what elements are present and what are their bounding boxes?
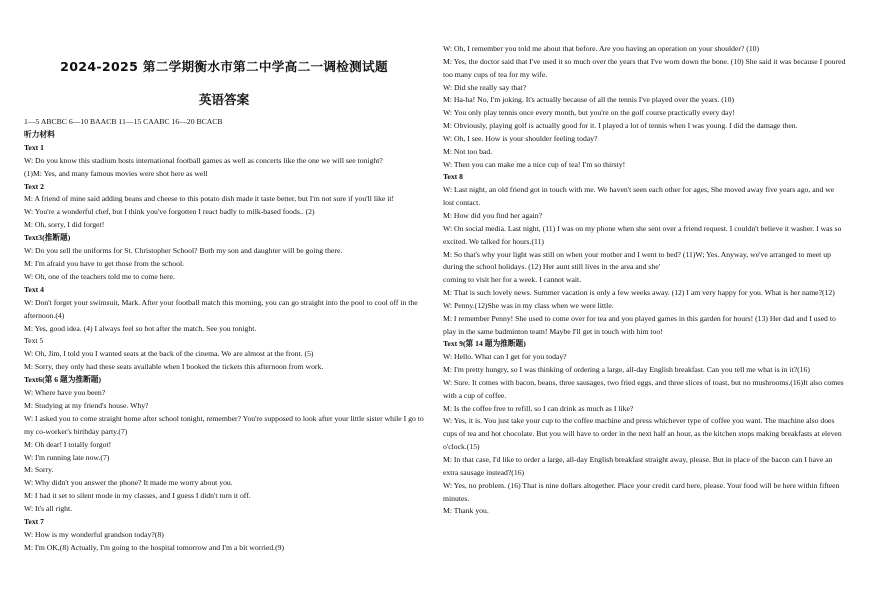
transcript-line: W: Penny.(12)She was in my class when we were little. <box>443 300 614 310</box>
transcript-line: M: Oh dear! I totally forgot! <box>24 439 112 449</box>
section-heading: Text 1 <box>24 142 45 152</box>
transcript-line: W: Do you know this stadium hosts international football games as well as concerts like the one we will see tonight? <box>24 155 383 165</box>
transcript-line: M: Not too bad. <box>443 146 493 156</box>
transcript-line: M: Yes, the doctor said that I've used it so much over the years that I've worn down the bone. (10) She said it was because I poured too many cups of tea for my wife. <box>443 56 846 79</box>
section-heading: Text 8 <box>443 172 464 182</box>
transcript-line: W: Don't forget your swimsuit, Mark. After your football match this morning, you can go straight into the pool to cool off in the afternoon.(4) <box>24 297 418 320</box>
transcript-line: W: You only play tennis once every month, but you're on the golf course practically every day! <box>443 108 735 118</box>
transcript-line: M: A friend of mine said adding beans and cheese to this potato dish made it taste better, but I'm not sure if you'll like it! <box>24 194 395 204</box>
section-heading: Text 7 <box>24 517 45 527</box>
section-heading: Text6(第 6 题为推断题) <box>24 375 102 385</box>
transcript-line: W: Oh, Jim, I told you I wanted seats at the back of the cinema. We are almost at the front. (5) <box>24 349 314 359</box>
transcript-line: coming to visit her for a week. I cannot wait. <box>443 275 582 285</box>
transcript-line: M: That is such lovely news. Summer vacation is only a few weeks away. (12) I am very happy for you. What is her name?(12) <box>443 288 835 298</box>
right-column <box>443 0 847 518</box>
section-heading: Text3(推断题) <box>24 233 71 243</box>
transcript-line: M: In that case, I'd like to order a large, all-day English breakfast straight away, please. But in place of the bacon can I have an extra sausage instead?(16) <box>443 455 833 477</box>
section-heading: Text 2 <box>24 181 45 191</box>
transcript-line: M: I had it set to silent mode in my classes, and I guess I didn't turn it off. <box>24 491 251 501</box>
page-title: 2024-2025 第二学期衡水市第二中学高二一调检测试题 <box>60 59 388 74</box>
transcript-line: W: Oh, one of the teachers told me to come here. <box>24 271 175 281</box>
transcript-line: W: You're a wonderful chef, but I think you've forgotten I react badly to milk-based foods.. (2) <box>24 207 315 217</box>
transcript-line: M: I'm afraid you have to get those from the school. <box>24 258 185 268</box>
transcript-line: M: How did you find her again? <box>443 210 543 220</box>
transcript-line: M: So that's why your light was still on when your mother and I went to bed? (11)W; Yes. Anyway, we've arranged to meet up during the school holidays. (12) Her aunt still lives in the area and she' <box>443 249 831 272</box>
left-column <box>24 0 424 555</box>
transcript-line: W: I'm running late now.(7) <box>24 452 110 462</box>
transcript-line: W: Oh, I see. How is your shoulder feeling today? <box>443 133 598 143</box>
transcript-line: W: Yes, it is. You just take your cup to the coffee machine and press whichever type of coffee you want. The machine also does cups of tea and hot chocolate. But you will have to order in the next half an hour, as the kitchen stops making breakfasts at eleven o'clock.(15) <box>443 416 842 452</box>
transcript-line: W: Oh, I remember you told me about that before. Are you having an operation on your shoulder? (10) <box>443 44 760 53</box>
transcript-line: W: Why didn't you answer the phone? It made me worry about you. <box>24 478 233 488</box>
transcript-line: W: I asked you to come straight home after school tonight, remember? You're supposed to look after your little sister while I go to my co-worker's birthday party.(7) <box>24 413 424 436</box>
transcript-line: W: Last night, an old friend got in touch with me. We haven't seen each other for ages, She moved away five years ago, and we lost contact. <box>443 185 835 208</box>
transcript-line: M: Sorry. <box>24 465 54 475</box>
transcript-line: M: Obviously, playing golf is actually good for it. I played a lot of tennis when I was young. I did the damage then. <box>443 121 798 131</box>
section-heading: Text 4 <box>24 284 45 294</box>
transcript-line: W: Yes, no problem. (16) That is nine dollars altogether. Place your credit card here, please. Your food will be here within fifteen minutes. <box>443 480 840 503</box>
left-transcript <box>24 142 424 555</box>
transcript-line: W: Hello. What can I get for you today? <box>443 352 567 362</box>
transcript-line: W: Then you can make me a nice cup of tea! I'm so thirsty! <box>443 159 626 169</box>
transcript-line: W: Do you sell the uniforms for St. Christopher School? Both my son and daughter will be going there. <box>24 246 343 256</box>
transcript-line: W: Sure. It comes with bacon, beans, three sausages, two fried eggs, and three slices of toast, but no mushrooms.(16)It also comes with a cup of coffee. <box>443 377 844 400</box>
transcript-line: (1)M: Yes, and many famous movies were shot here as well <box>24 168 208 178</box>
transcript-line: W: Where have you been? <box>24 388 106 398</box>
transcript-line: Text 5 <box>24 336 44 346</box>
transcript-line: W: Did she really say that? <box>443 82 527 92</box>
transcript-line: M: I'm OK,(8) Actually, I'm going to the hospital tomorrow and I'm a bit worried.(9) <box>24 542 285 552</box>
answer-key: 1—5 ABCBC 6—10 BAACB 11—15 CAABC 16—20 BCACB <box>24 117 223 126</box>
material-label: 听力材料 <box>24 129 55 139</box>
transcript-line: M: Studying at my friend's house. Why? <box>24 400 149 410</box>
transcript-line: W: How is my wonderful grandson today?(8) <box>24 530 164 539</box>
right-transcript <box>443 43 847 518</box>
transcript-line: M: Ha-ha! No, I'm joking. It's actually because of all the tennis I've played over the years. (10) <box>443 95 735 105</box>
transcript-line: M: Thank you. <box>443 506 489 516</box>
transcript-line: M: I remember Penny! She used to come over for tea and you played games in this garden for hours! (13) Her dad and I used to play in the same badminton team! Maybe I'll get in touch with him too! <box>443 313 836 336</box>
transcript-line: M: I'm pretty hungry, so I was thinking of ordering a large, all-day English breakfast. Can you tell me what is in it?(16) <box>443 365 810 375</box>
transcript-line: M: Yes, good idea. (4) I always feel so hot after the match. See you tonight. <box>24 323 257 333</box>
transcript-line: M: Is the coffee free to refill, so I can drink as much as I like? <box>443 403 634 413</box>
page-subtitle: 英语答案 <box>198 92 250 107</box>
section-heading: Text 9(第 14 题为推断题) <box>443 339 526 349</box>
transcript-line: W: It's all right. <box>24 504 73 514</box>
transcript-line: M: Sorry, they only had these seats available when I booked the tickets this afternoon from work. <box>24 362 324 372</box>
transcript-line: W: On social media. Last night, (11) I was on my phone when she sent over a friend request. I couldn't believe it washer. I was so excited. We talked for hours.(11) <box>443 223 842 246</box>
transcript-line: M: Oh, sorry, I did forget! <box>24 220 105 230</box>
